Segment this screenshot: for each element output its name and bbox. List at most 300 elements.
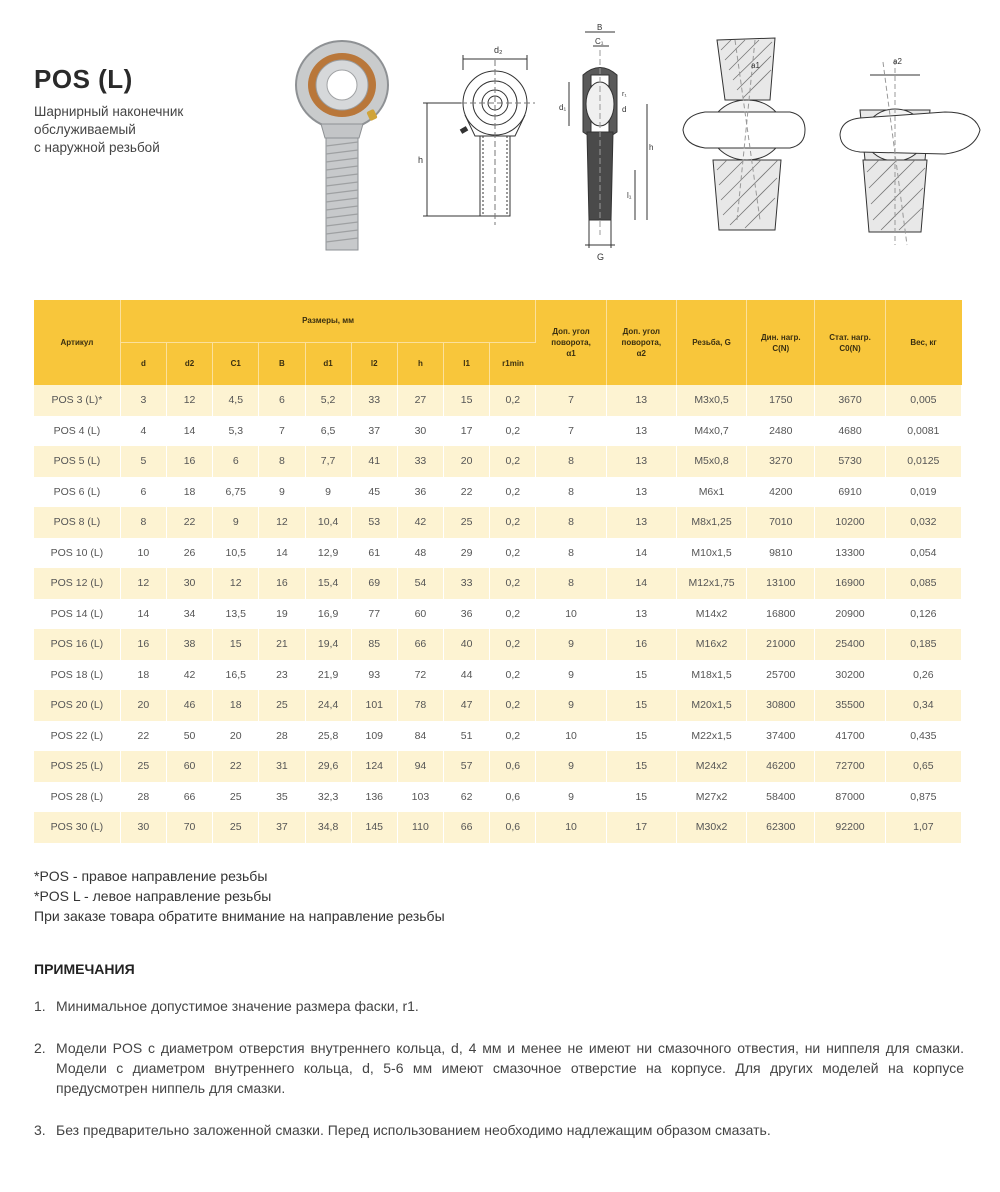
table-cell: 40 bbox=[444, 629, 490, 660]
table-cell: 15,4 bbox=[305, 568, 351, 599]
table-cell: 46200 bbox=[747, 751, 815, 782]
table-cell: M12x1,75 bbox=[676, 568, 746, 599]
table-cell: 8 bbox=[536, 568, 606, 599]
table-cell: 8 bbox=[120, 507, 166, 538]
table-cell: 12,9 bbox=[305, 538, 351, 569]
table-cell: 9 bbox=[536, 690, 606, 721]
table-cell: M10x1,5 bbox=[676, 538, 746, 569]
table-cell: 20 bbox=[444, 446, 490, 477]
table-cell: 10 bbox=[536, 812, 606, 843]
article-cell: POS 16 (L) bbox=[34, 629, 120, 660]
table-cell: 3270 bbox=[747, 446, 815, 477]
table-cell: 61 bbox=[351, 538, 397, 569]
note-item bbox=[34, 996, 964, 1016]
table-cell: 58400 bbox=[747, 782, 815, 813]
table-cell: 22 bbox=[166, 507, 212, 538]
table-cell: 30200 bbox=[815, 660, 885, 691]
table-cell: 9 bbox=[536, 629, 606, 660]
note-number: 2. bbox=[34, 1040, 46, 1056]
front-view-drawing bbox=[423, 55, 535, 225]
table-cell: 0,054 bbox=[885, 538, 961, 569]
rod-end-photo bbox=[296, 41, 388, 250]
table-cell: 62 bbox=[444, 782, 490, 813]
table-cell: 20 bbox=[213, 721, 259, 752]
table-cell: 0,0081 bbox=[885, 416, 961, 447]
table-cell: 33 bbox=[444, 568, 490, 599]
table-cell: 46 bbox=[166, 690, 212, 721]
table-cell: 2480 bbox=[747, 416, 815, 447]
table-cell: 30 bbox=[120, 812, 166, 843]
table-cell: M20x1,5 bbox=[676, 690, 746, 721]
table-row bbox=[34, 660, 962, 691]
table-cell: 72 bbox=[397, 660, 443, 691]
table-cell: 42 bbox=[397, 507, 443, 538]
header-d: d bbox=[120, 342, 166, 385]
table-cell: 30800 bbox=[747, 690, 815, 721]
table-cell: M4x0,7 bbox=[676, 416, 746, 447]
table-cell: 8 bbox=[259, 446, 305, 477]
table-cell: 0,2 bbox=[490, 599, 536, 630]
table-cell: M14x2 bbox=[676, 599, 746, 630]
table-cell: 10 bbox=[536, 599, 606, 630]
header-weight: Вес, кг bbox=[885, 300, 961, 385]
table-cell: 9 bbox=[213, 507, 259, 538]
table-cell: 0,0125 bbox=[885, 446, 961, 477]
footnotes bbox=[34, 866, 445, 926]
table-cell: 6 bbox=[213, 446, 259, 477]
table-cell: M5x0,8 bbox=[676, 446, 746, 477]
header-dyn-load: Дин. нагр. C(N) bbox=[747, 300, 815, 385]
table-cell: 14 bbox=[606, 568, 676, 599]
table-cell: 4 bbox=[120, 416, 166, 447]
table-cell: 5730 bbox=[815, 446, 885, 477]
table-cell: 109 bbox=[351, 721, 397, 752]
header-l1: l1 bbox=[444, 342, 490, 385]
table-cell: 22 bbox=[120, 721, 166, 752]
table-cell: 1750 bbox=[747, 385, 815, 416]
table-cell: 17 bbox=[444, 416, 490, 447]
table-cell: 0,875 bbox=[885, 782, 961, 813]
table-cell: 21,9 bbox=[305, 660, 351, 691]
table-cell: 136 bbox=[351, 782, 397, 813]
table-cell: 44 bbox=[444, 660, 490, 691]
table-cell: 25 bbox=[120, 751, 166, 782]
table-cell: 16 bbox=[606, 629, 676, 660]
article-cell: POS 28 (L) bbox=[34, 782, 120, 813]
table-cell: 22 bbox=[213, 751, 259, 782]
table-cell: 29 bbox=[444, 538, 490, 569]
note-item bbox=[34, 1120, 964, 1140]
table-cell: 85 bbox=[351, 629, 397, 660]
table-cell: 7 bbox=[259, 416, 305, 447]
label-l1: l₁ bbox=[627, 191, 632, 200]
table-row bbox=[34, 385, 962, 416]
label-r1: r₁ bbox=[622, 91, 627, 98]
header-c1: C1 bbox=[213, 342, 259, 385]
article-cell: POS 22 (L) bbox=[34, 721, 120, 752]
table-cell: 0,65 bbox=[885, 751, 961, 782]
table-cell: 0,2 bbox=[490, 690, 536, 721]
table-cell: 37 bbox=[351, 416, 397, 447]
table-cell: M3x0,5 bbox=[676, 385, 746, 416]
footnote: *POS - правое направление резьбы bbox=[34, 868, 268, 884]
table-cell: 0,6 bbox=[490, 782, 536, 813]
table-cell: 12 bbox=[120, 568, 166, 599]
technical-drawings bbox=[285, 20, 985, 295]
table-cell: 94 bbox=[397, 751, 443, 782]
header-angle-a2: Доп. угол поворота, α2 bbox=[606, 300, 676, 385]
table-cell: M6x1 bbox=[676, 477, 746, 508]
table-cell: 25 bbox=[259, 690, 305, 721]
table-row bbox=[34, 721, 962, 752]
table-row bbox=[34, 568, 962, 599]
table-cell: 10200 bbox=[815, 507, 885, 538]
footnote: *POS L - левое направление резьбы bbox=[34, 888, 272, 904]
side-section-drawing bbox=[569, 32, 647, 248]
label-a1: a1 bbox=[751, 61, 760, 70]
table-cell: 15 bbox=[606, 690, 676, 721]
table-cell: 103 bbox=[397, 782, 443, 813]
table-cell: 35500 bbox=[815, 690, 885, 721]
label-G: G bbox=[597, 252, 605, 262]
table-cell: 25700 bbox=[747, 660, 815, 691]
table-cell: 13100 bbox=[747, 568, 815, 599]
table-cell: 8 bbox=[536, 477, 606, 508]
table-cell: 5,3 bbox=[213, 416, 259, 447]
note-number: 1. bbox=[34, 998, 46, 1014]
table-cell: 13 bbox=[606, 599, 676, 630]
table-cell: 12 bbox=[213, 568, 259, 599]
note-item bbox=[34, 1038, 964, 1098]
table-cell: 124 bbox=[351, 751, 397, 782]
table-cell: 12 bbox=[259, 507, 305, 538]
table-cell: 21 bbox=[259, 629, 305, 660]
table-row bbox=[34, 751, 962, 782]
table-cell: 29,6 bbox=[305, 751, 351, 782]
article-cell: POS 30 (L) bbox=[34, 812, 120, 843]
table-cell: 0,6 bbox=[490, 751, 536, 782]
table-cell: 0,126 bbox=[885, 599, 961, 630]
table-cell: 17 bbox=[606, 812, 676, 843]
table-cell: 20900 bbox=[815, 599, 885, 630]
table-cell: 14 bbox=[606, 538, 676, 569]
table-cell: 0,019 bbox=[885, 477, 961, 508]
table-cell: 66 bbox=[166, 782, 212, 813]
table-cell: M27x2 bbox=[676, 782, 746, 813]
table-cell: M22x1,5 bbox=[676, 721, 746, 752]
table-cell: M18x1,5 bbox=[676, 660, 746, 691]
table-cell: 0,032 bbox=[885, 507, 961, 538]
table-cell: 14 bbox=[120, 599, 166, 630]
table-cell: 7 bbox=[536, 416, 606, 447]
table-cell: 15 bbox=[606, 782, 676, 813]
article-cell: POS 8 (L) bbox=[34, 507, 120, 538]
table-cell: 31 bbox=[259, 751, 305, 782]
article-cell: POS 6 (L) bbox=[34, 477, 120, 508]
article-cell: POS 12 (L) bbox=[34, 568, 120, 599]
table-cell: 28 bbox=[259, 721, 305, 752]
table-cell: 18 bbox=[213, 690, 259, 721]
header-b: B bbox=[259, 342, 305, 385]
table-cell: 0,2 bbox=[490, 477, 536, 508]
table-cell: 13 bbox=[606, 385, 676, 416]
table-cell: 33 bbox=[397, 446, 443, 477]
article-cell: POS 4 (L) bbox=[34, 416, 120, 447]
table-cell: 26 bbox=[166, 538, 212, 569]
table-cell: 7,7 bbox=[305, 446, 351, 477]
header-thread: Резьба, G bbox=[676, 300, 746, 385]
table-cell: 7010 bbox=[747, 507, 815, 538]
subtitle-line: Шарнирный наконечник bbox=[34, 104, 184, 119]
table-row bbox=[34, 629, 962, 660]
table-cell: M16x2 bbox=[676, 629, 746, 660]
article-cell: POS 10 (L) bbox=[34, 538, 120, 569]
label-d1: d₁ bbox=[559, 103, 567, 112]
table-cell: 9 bbox=[536, 751, 606, 782]
article-cell: POS 14 (L) bbox=[34, 599, 120, 630]
table-cell: 13 bbox=[606, 416, 676, 447]
table-cell: 19 bbox=[259, 599, 305, 630]
table-cell: 45 bbox=[351, 477, 397, 508]
table-cell: 15 bbox=[213, 629, 259, 660]
table-cell: 0,26 bbox=[885, 660, 961, 691]
table-cell: 13 bbox=[606, 477, 676, 508]
table-cell: 6 bbox=[120, 477, 166, 508]
subtitle-line: с наружной резьбой bbox=[34, 140, 160, 155]
table-cell: 50 bbox=[166, 721, 212, 752]
table-cell: 14 bbox=[166, 416, 212, 447]
subtitle-line: обслуживаемый bbox=[34, 122, 136, 137]
table-cell: 37 bbox=[259, 812, 305, 843]
table-cell: 18 bbox=[166, 477, 212, 508]
table-cell: 70 bbox=[166, 812, 212, 843]
table-cell: 9 bbox=[259, 477, 305, 508]
table-cell: 35 bbox=[259, 782, 305, 813]
table-cell: 21000 bbox=[747, 629, 815, 660]
table-cell: 66 bbox=[444, 812, 490, 843]
table-header bbox=[34, 300, 962, 385]
table-cell: 78 bbox=[397, 690, 443, 721]
label-d: d bbox=[622, 105, 627, 114]
table-cell: 0,2 bbox=[490, 568, 536, 599]
label-a2: a2 bbox=[893, 57, 902, 66]
table-cell: 51 bbox=[444, 721, 490, 752]
article-cell: POS 3 (L)* bbox=[34, 385, 120, 416]
table-cell: 8 bbox=[536, 446, 606, 477]
label-C1: C₁ bbox=[595, 37, 604, 46]
table-row bbox=[34, 599, 962, 630]
table-row bbox=[34, 507, 962, 538]
table-cell: 87000 bbox=[815, 782, 885, 813]
spec-table bbox=[34, 300, 962, 843]
table-cell: 13 bbox=[606, 446, 676, 477]
table-cell: 54 bbox=[397, 568, 443, 599]
table-cell: 9 bbox=[536, 660, 606, 691]
table-cell: 34 bbox=[166, 599, 212, 630]
table-cell: M30x2 bbox=[676, 812, 746, 843]
label-h: h bbox=[418, 155, 424, 165]
table-row bbox=[34, 812, 962, 843]
table-cell: 25 bbox=[444, 507, 490, 538]
table-cell: 5 bbox=[120, 446, 166, 477]
table-cell: 16900 bbox=[815, 568, 885, 599]
table-cell: 19,4 bbox=[305, 629, 351, 660]
table-cell: 84 bbox=[397, 721, 443, 752]
table-cell: 77 bbox=[351, 599, 397, 630]
table-row bbox=[34, 690, 962, 721]
table-cell: 0,2 bbox=[490, 538, 536, 569]
table-cell: 48 bbox=[397, 538, 443, 569]
table-cell: 6,75 bbox=[213, 477, 259, 508]
table-cell: 10 bbox=[536, 721, 606, 752]
table-cell: 30 bbox=[397, 416, 443, 447]
header-l2: l2 bbox=[351, 342, 397, 385]
table-cell: 32,3 bbox=[305, 782, 351, 813]
table-cell: 0,2 bbox=[490, 629, 536, 660]
table-cell: 12 bbox=[166, 385, 212, 416]
table-cell: 0,34 bbox=[885, 690, 961, 721]
table-cell: 3 bbox=[120, 385, 166, 416]
table-cell: 4680 bbox=[815, 416, 885, 447]
page-title: POS (L) bbox=[34, 64, 133, 94]
table-cell: 23 bbox=[259, 660, 305, 691]
table-cell: 15 bbox=[606, 721, 676, 752]
table-body bbox=[34, 385, 962, 843]
table-row bbox=[34, 538, 962, 569]
table-cell: 15 bbox=[444, 385, 490, 416]
table-cell: 20 bbox=[120, 690, 166, 721]
table-cell: 4,5 bbox=[213, 385, 259, 416]
table-cell: 42 bbox=[166, 660, 212, 691]
table-cell: 25,8 bbox=[305, 721, 351, 752]
table-cell: 22 bbox=[444, 477, 490, 508]
label-B: B bbox=[597, 23, 603, 32]
tilt-angle-a2-drawing bbox=[840, 60, 980, 245]
table-cell: 0,185 bbox=[885, 629, 961, 660]
table-cell: 110 bbox=[397, 812, 443, 843]
note-text: Без предварительно заложенной смазки. Перед использованием необходимо надлежащим образом смазать. bbox=[56, 1122, 771, 1138]
table-cell: 47 bbox=[444, 690, 490, 721]
table-cell: 25400 bbox=[815, 629, 885, 660]
table-cell: 28 bbox=[120, 782, 166, 813]
header-h: h bbox=[397, 342, 443, 385]
table-cell: 0,2 bbox=[490, 446, 536, 477]
table-cell: 9810 bbox=[747, 538, 815, 569]
page-subtitle bbox=[34, 103, 183, 157]
table-cell: 6 bbox=[259, 385, 305, 416]
table-cell: 92200 bbox=[815, 812, 885, 843]
table-cell: 18 bbox=[120, 660, 166, 691]
header-dimensions: Размеры, мм bbox=[120, 300, 536, 342]
table-cell: 41700 bbox=[815, 721, 885, 752]
table-cell: 0,6 bbox=[490, 812, 536, 843]
table-cell: 57 bbox=[444, 751, 490, 782]
table-cell: 24,4 bbox=[305, 690, 351, 721]
note-text: Минимальное допустимое значение размера фаски, r1. bbox=[56, 998, 419, 1014]
article-cell: POS 18 (L) bbox=[34, 660, 120, 691]
table-cell: 14 bbox=[259, 538, 305, 569]
table-cell: 62300 bbox=[747, 812, 815, 843]
table-cell: 36 bbox=[397, 477, 443, 508]
table-cell: 7 bbox=[536, 385, 606, 416]
table-cell: 33 bbox=[351, 385, 397, 416]
header-d1: d1 bbox=[305, 342, 351, 385]
table-cell: 16 bbox=[166, 446, 212, 477]
table-cell: 16 bbox=[120, 629, 166, 660]
header bbox=[34, 64, 183, 157]
header-article: Артикул bbox=[34, 300, 120, 385]
table-row bbox=[34, 416, 962, 447]
table-cell: 36 bbox=[444, 599, 490, 630]
label-d2: d₂ bbox=[494, 45, 503, 55]
table-cell: 0,2 bbox=[490, 507, 536, 538]
label-h-side: h bbox=[649, 143, 654, 152]
note-number: 3. bbox=[34, 1122, 46, 1138]
article-cell: POS 25 (L) bbox=[34, 751, 120, 782]
table-row bbox=[34, 446, 962, 477]
table-cell: 9 bbox=[305, 477, 351, 508]
table-cell: M8x1,25 bbox=[676, 507, 746, 538]
article-cell: POS 20 (L) bbox=[34, 690, 120, 721]
table-cell: 25 bbox=[213, 782, 259, 813]
article-cell: POS 5 (L) bbox=[34, 446, 120, 477]
table-cell: 25 bbox=[213, 812, 259, 843]
table-row bbox=[34, 477, 962, 508]
table-cell: 101 bbox=[351, 690, 397, 721]
table-cell: 10,5 bbox=[213, 538, 259, 569]
table-cell: 6910 bbox=[815, 477, 885, 508]
header-r1min: r1min bbox=[490, 342, 536, 385]
table-cell: 145 bbox=[351, 812, 397, 843]
table-cell: 4200 bbox=[747, 477, 815, 508]
table-cell: 60 bbox=[397, 599, 443, 630]
table-cell: 27 bbox=[397, 385, 443, 416]
table-cell: 15 bbox=[606, 660, 676, 691]
table-cell: 53 bbox=[351, 507, 397, 538]
tilt-angle-a1-drawing bbox=[683, 38, 805, 230]
table-cell: 0,2 bbox=[490, 660, 536, 691]
table-cell: 69 bbox=[351, 568, 397, 599]
header-d2: d2 bbox=[166, 342, 212, 385]
table-cell: 38 bbox=[166, 629, 212, 660]
table-cell: 0,435 bbox=[885, 721, 961, 752]
table-cell: 0,085 bbox=[885, 568, 961, 599]
table-cell: 10,4 bbox=[305, 507, 351, 538]
table-cell: 41 bbox=[351, 446, 397, 477]
table-cell: 8 bbox=[536, 538, 606, 569]
table-cell: 16,5 bbox=[213, 660, 259, 691]
notes-heading: ПРИМЕЧАНИЯ bbox=[34, 961, 135, 977]
table-cell: 15 bbox=[606, 751, 676, 782]
table-cell: 13 bbox=[606, 507, 676, 538]
table-cell: 16 bbox=[259, 568, 305, 599]
table-cell: 9 bbox=[536, 782, 606, 813]
table-cell: 30 bbox=[166, 568, 212, 599]
table-cell: 16800 bbox=[747, 599, 815, 630]
table-cell: 13,5 bbox=[213, 599, 259, 630]
table-cell: 3670 bbox=[815, 385, 885, 416]
table-cell: 1,07 bbox=[885, 812, 961, 843]
footnote: При заказе товара обратите внимание на направление резьбы bbox=[34, 908, 445, 924]
table-row bbox=[34, 782, 962, 813]
table-cell: 66 bbox=[397, 629, 443, 660]
table-cell: 37400 bbox=[747, 721, 815, 752]
table-cell: 60 bbox=[166, 751, 212, 782]
header-stat-load: Стат. нагр. C0(N) bbox=[815, 300, 885, 385]
table-cell: 0,2 bbox=[490, 721, 536, 752]
table-cell: M24x2 bbox=[676, 751, 746, 782]
table-cell: 13300 bbox=[815, 538, 885, 569]
